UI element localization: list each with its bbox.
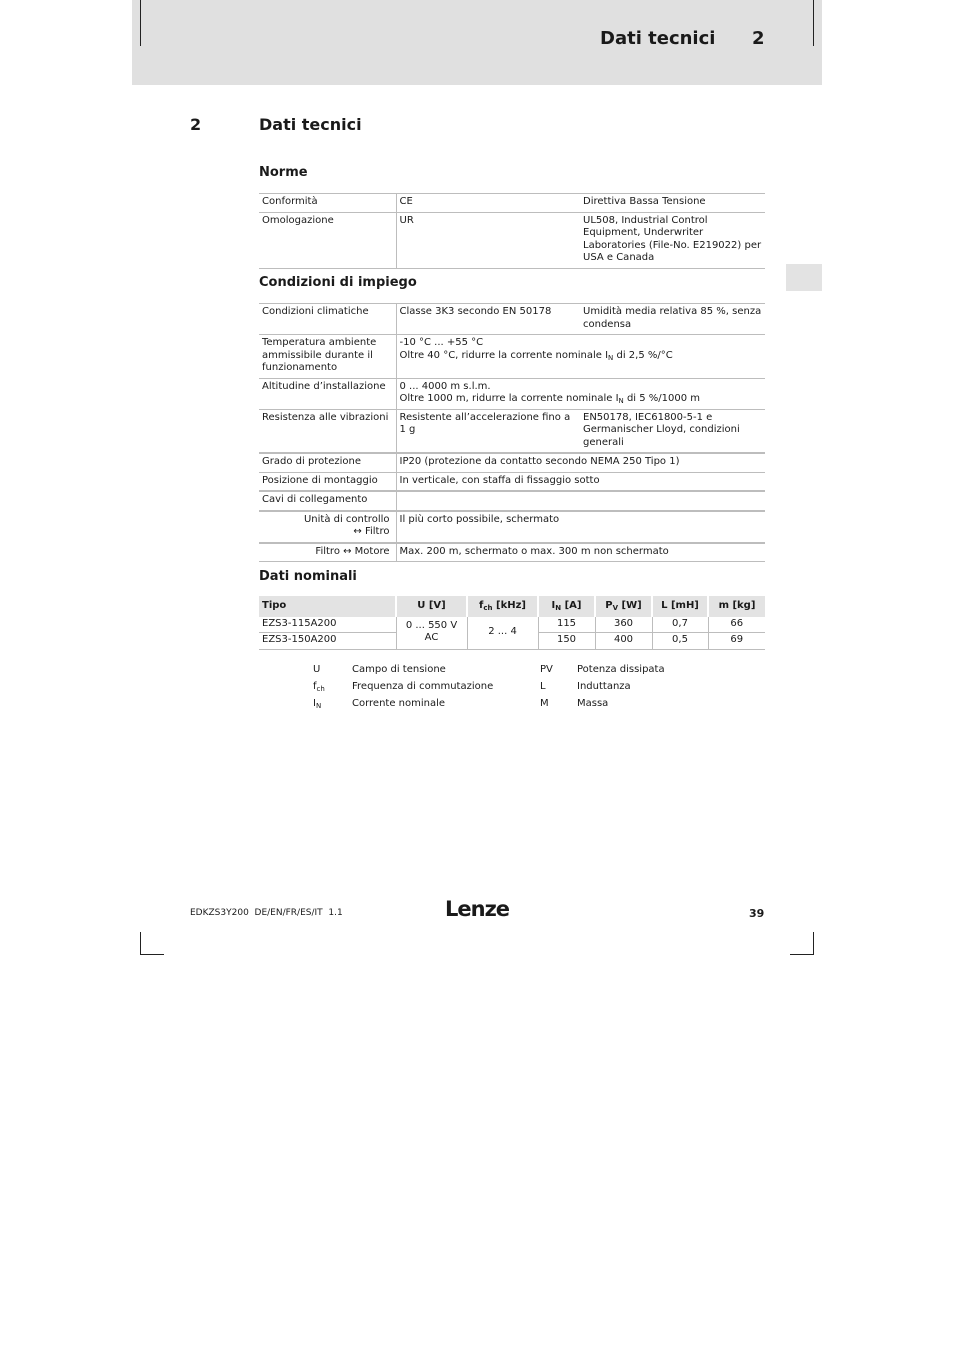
section-title: Dati tecnici bbox=[259, 115, 362, 134]
legend-sym-main: f bbox=[313, 681, 317, 692]
header-unit: [W] bbox=[618, 600, 642, 611]
table-row bbox=[259, 617, 765, 633]
temp-derating bbox=[400, 350, 763, 363]
header-sub: N bbox=[555, 604, 562, 612]
temp-range: -10 °C ... +55 °C bbox=[399, 337, 484, 348]
legend-desc: Potenza dissipata bbox=[577, 664, 665, 675]
crop-mark bbox=[140, 954, 164, 955]
condizioni-note: EN50178, IEC61800-5-1 e Germanischer Lloyd, condizioni generali bbox=[583, 411, 740, 448]
table-row bbox=[259, 194, 765, 213]
page-number: 39 bbox=[749, 907, 765, 920]
norme-value: CE bbox=[399, 196, 413, 207]
header-band bbox=[132, 0, 822, 85]
nominali-table bbox=[259, 596, 765, 650]
cell-tipo: EZS3-115A200 bbox=[259, 617, 396, 633]
table-row bbox=[259, 212, 765, 268]
legend-sym bbox=[313, 681, 325, 692]
crop-mark bbox=[140, 0, 141, 46]
table-row bbox=[259, 472, 765, 491]
condizioni-label: Grado di protezione bbox=[259, 453, 396, 472]
header-unit: [kHz] bbox=[492, 600, 526, 611]
condizioni-heading: Condizioni di impiego bbox=[259, 275, 417, 290]
table-header-row bbox=[259, 596, 765, 617]
condizioni-value bbox=[396, 335, 765, 379]
cell-m: 66 bbox=[708, 617, 765, 633]
header-chapter-number: 2 bbox=[752, 28, 765, 49]
section-number: 2 bbox=[190, 115, 202, 134]
alt-range: 0 ... 4000 m s.l.m. bbox=[399, 380, 491, 392]
legend-desc: Corrente nominale bbox=[352, 698, 446, 709]
chapter-side-tab bbox=[786, 264, 822, 291]
header-title: Dati tecnici bbox=[600, 28, 716, 49]
condizioni-table bbox=[259, 303, 765, 562]
cell-l: 0,7 bbox=[652, 617, 708, 633]
lenze-logo: Lenze bbox=[445, 897, 510, 921]
norme-note: Direttiva Bassa Tensione bbox=[583, 196, 706, 207]
norme-label: Conformità bbox=[259, 194, 396, 213]
legend-sym-sub: ch bbox=[316, 685, 325, 693]
condizioni-value: IP20 (protezione da contatto secondo NEMA 250 Tipo 1) bbox=[399, 456, 680, 467]
cell-m: 69 bbox=[708, 633, 765, 650]
col-l: L [mH] bbox=[652, 596, 708, 617]
legend-desc: Frequenza di commutazione bbox=[352, 681, 494, 692]
cell-tipo: EZS3-150A200 bbox=[259, 633, 396, 650]
header-sub: V bbox=[612, 604, 619, 612]
condizioni-value: In verticale, con staffa di fissaggio sotto bbox=[399, 474, 600, 486]
cell-in: 150 bbox=[538, 633, 595, 650]
legend-sym: PV bbox=[540, 664, 553, 675]
condizioni-label bbox=[259, 511, 396, 543]
legend-desc: Campo di tensione bbox=[352, 664, 446, 675]
condizioni-note: Umidità media relativa 85 %, senza condensa bbox=[583, 306, 762, 330]
crop-mark bbox=[140, 932, 141, 955]
condizioni-value: Classe 3K3 secondo EN 50178 bbox=[399, 306, 552, 317]
table-row bbox=[259, 335, 765, 379]
condizioni-label: Filtro ↔ Motore bbox=[259, 543, 396, 562]
condizioni-label: Resistenza alle vibrazioni bbox=[259, 409, 396, 453]
condizioni-value: Resistente all’accelerazione fino a 1 g bbox=[399, 411, 571, 435]
table-row bbox=[259, 409, 765, 453]
cell-in: 115 bbox=[538, 617, 595, 633]
table-row bbox=[259, 491, 765, 511]
condizioni-label: Posizione di montaggio bbox=[259, 472, 396, 491]
derating-text: Oltre 1000 m, ridurre la corrente nominale I bbox=[399, 393, 619, 404]
table-row bbox=[259, 304, 765, 335]
table-row bbox=[259, 453, 765, 472]
condizioni-label: Temperatura ambiente ammissibile durante il funzionamento bbox=[259, 335, 396, 379]
col-in bbox=[538, 596, 595, 617]
crop-mark bbox=[813, 932, 814, 955]
nominali-heading: Dati nominali bbox=[259, 569, 357, 584]
norme-table bbox=[259, 193, 765, 269]
derating-sub: N bbox=[618, 397, 624, 405]
norme-label: Omologazione bbox=[259, 212, 396, 268]
cavi-label-line: Unità di controllo bbox=[303, 513, 390, 525]
table-row bbox=[259, 378, 765, 409]
cell-pv: 400 bbox=[595, 633, 652, 650]
condizioni-value: Il più corto possibile, schermato bbox=[399, 513, 560, 525]
norme-heading: Norme bbox=[259, 165, 308, 180]
table-row bbox=[259, 511, 765, 543]
derating-sub: N bbox=[608, 353, 614, 362]
legend-sym-main: I bbox=[313, 698, 316, 709]
col-fch bbox=[467, 596, 538, 617]
crop-mark bbox=[790, 954, 814, 955]
legend-sym bbox=[313, 698, 321, 709]
header-unit: [A] bbox=[561, 600, 582, 611]
header-symbol: f bbox=[479, 600, 484, 611]
alt-derating bbox=[400, 393, 763, 406]
col-pv bbox=[595, 596, 652, 617]
derating-text: Oltre 40 °C, ridurre la corrente nominale I bbox=[399, 349, 609, 361]
legend-sym: U bbox=[313, 664, 321, 675]
cavi-label-line: ↔ Filtro bbox=[353, 526, 390, 537]
derating-text: di 5 %/1000 m bbox=[623, 393, 701, 404]
cell-l: 0,5 bbox=[652, 633, 708, 650]
legend-desc: Induttanza bbox=[577, 681, 631, 692]
col-tipo: Tipo bbox=[259, 596, 396, 617]
table-row bbox=[259, 543, 765, 562]
header-sub: ch bbox=[483, 604, 493, 612]
cell-u: 0 ... 550 V AC bbox=[396, 617, 467, 650]
derating-text: di 2,5 %/°C bbox=[613, 349, 673, 361]
legend-sym-sub: N bbox=[315, 702, 322, 710]
col-u: U [V] bbox=[396, 596, 467, 617]
condizioni-label: Cavi di collegamento bbox=[259, 491, 396, 511]
header-symbol: P bbox=[605, 600, 613, 611]
crop-mark bbox=[813, 0, 814, 46]
footer-document-code: EDKZS3Y200 DE/EN/FR/ES/IT 1.1 bbox=[190, 908, 343, 918]
header-symbol: I bbox=[551, 600, 556, 611]
legend-desc: Massa bbox=[577, 698, 609, 709]
cell-fch: 2 ... 4 bbox=[467, 617, 538, 650]
condizioni-value: Max. 200 m, schermato o max. 300 m non schermato bbox=[399, 545, 669, 557]
condizioni-value bbox=[396, 491, 765, 511]
norme-note: UL508, Industrial Control Equipment, Underwriter Laboratories (File-No. E219022) per USA e Canada bbox=[583, 214, 762, 263]
norme-value: UR bbox=[399, 214, 414, 226]
condizioni-value bbox=[396, 378, 765, 409]
legend-sym: L bbox=[540, 681, 546, 692]
condizioni-label: Condizioni climatiche bbox=[259, 304, 396, 335]
cell-pv: 360 bbox=[595, 617, 652, 633]
legend-sym: M bbox=[540, 698, 549, 709]
col-m: m [kg] bbox=[708, 596, 765, 617]
condizioni-label: Altitudine d’installazione bbox=[259, 378, 396, 409]
